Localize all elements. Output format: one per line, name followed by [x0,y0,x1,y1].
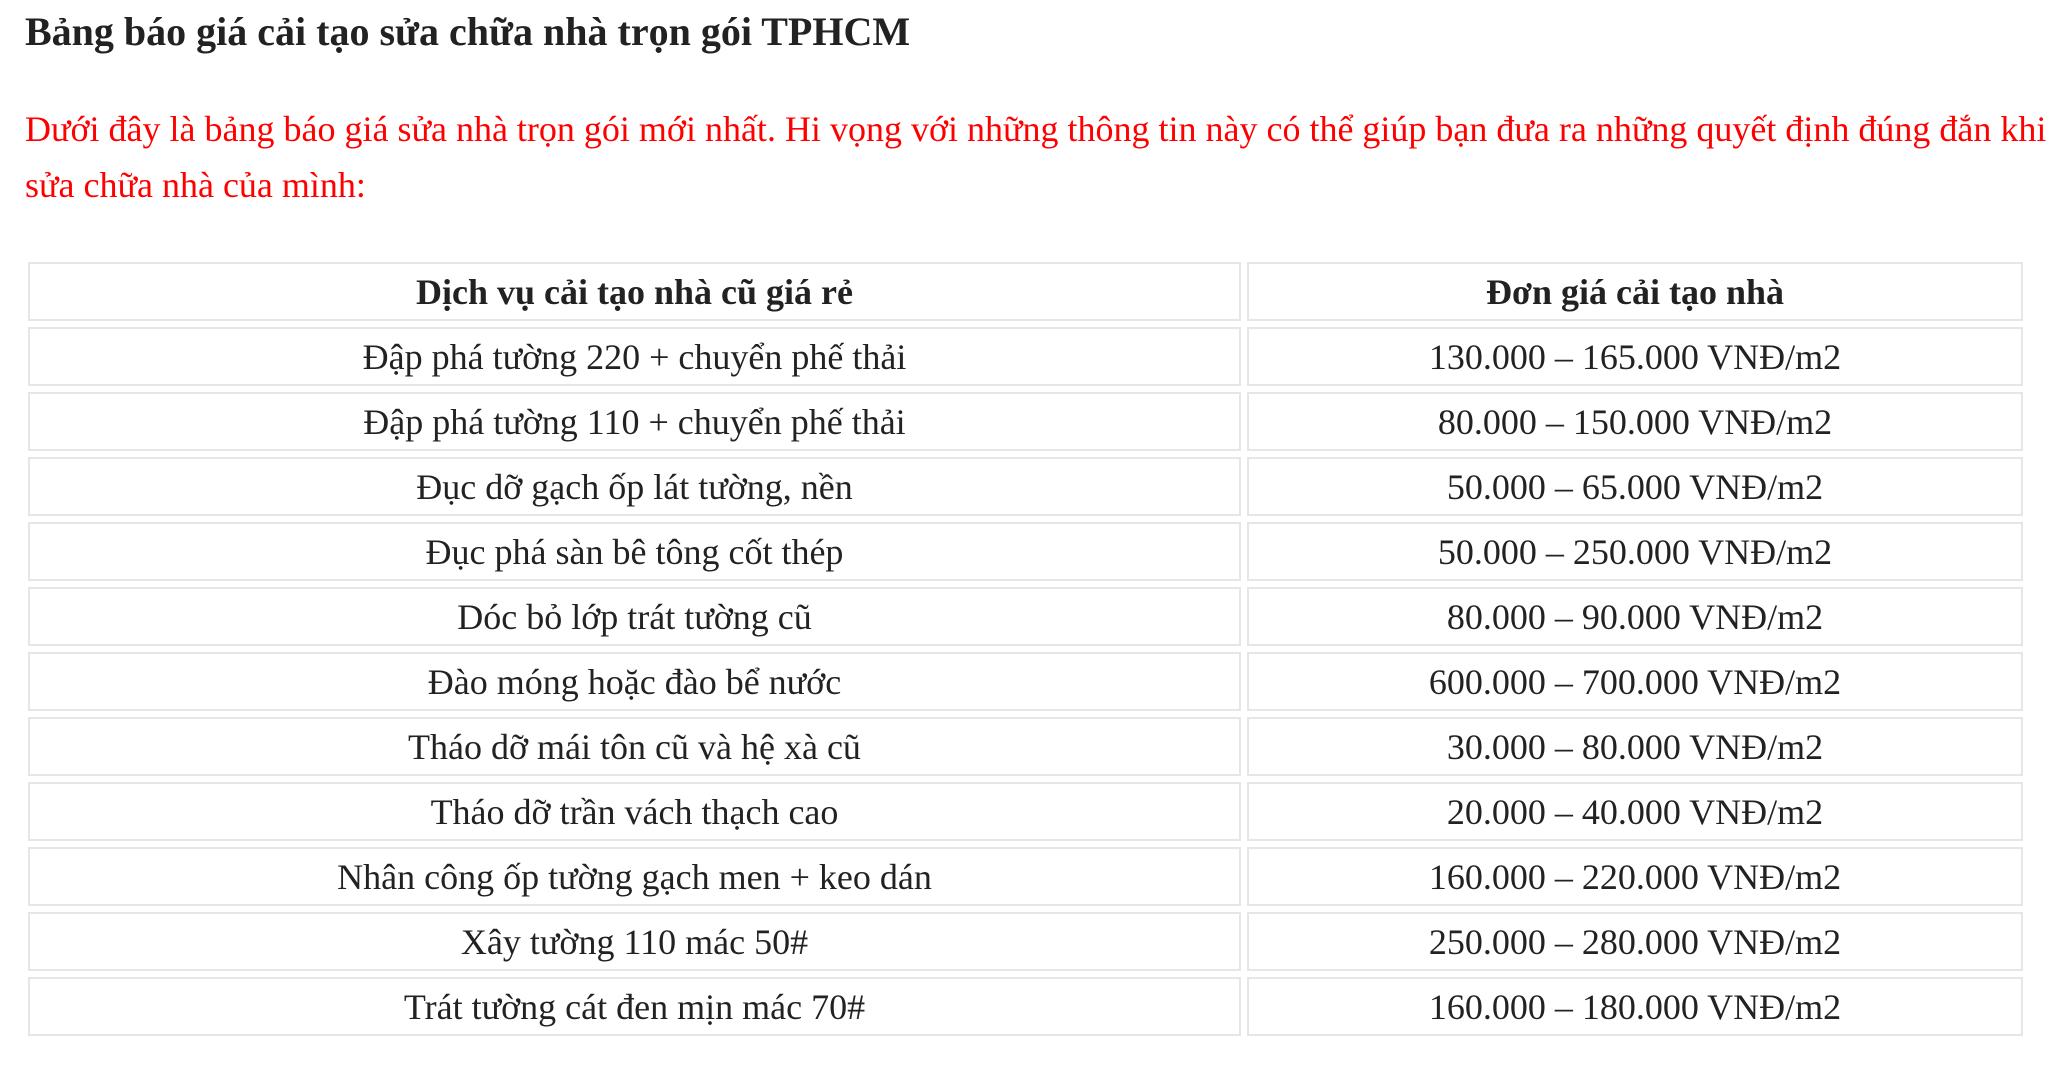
service-cell: Dóc bỏ lớp trát tường cũ [28,587,1241,646]
price-cell: 160.000 – 180.000 VNĐ/m2 [1247,977,2023,1036]
table-row [28,652,2023,711]
table-row [28,392,2023,451]
intro-paragraph: Dưới đây là bảng báo giá sửa nhà trọn gói mới nhất. Hi vọng với những thông tin này có thể giúp bạn đưa ra những quyết định đúng đắn khi sửa chữa nhà của mình: [25,109,2047,205]
table-header-row [28,262,2023,321]
header-service: Dịch vụ cải tạo nhà cũ giá rẻ [28,262,1241,321]
price-cell: 600.000 – 700.000 VNĐ/m2 [1247,652,2023,711]
price-cell: 130.000 – 165.000 VNĐ/m2 [1247,327,2023,386]
table-row [28,327,2023,386]
table-row [28,457,2023,516]
service-cell: Nhân công ốp tường gạch men + keo dán [28,847,1241,906]
table-row [28,977,2023,1036]
service-cell: Đục dỡ gạch ốp lát tường, nền [28,457,1241,516]
price-cell: 50.000 – 65.000 VNĐ/m2 [1247,457,2023,516]
price-table [22,256,2029,1042]
service-cell: Tháo dỡ trần vách thạch cao [28,782,1241,841]
service-cell: Tháo dỡ mái tôn cũ và hệ xà cũ [28,717,1241,776]
price-cell: 30.000 – 80.000 VNĐ/m2 [1247,717,2023,776]
service-cell: Trát tường cát đen mịn mác 70# [28,977,1241,1036]
service-cell: Đục phá sàn bê tông cốt thép [28,522,1241,581]
table-row [28,717,2023,776]
price-cell: 160.000 – 220.000 VNĐ/m2 [1247,847,2023,906]
table-row [28,847,2023,906]
table-row [28,912,2023,971]
header-price: Đơn giá cải tạo nhà [1247,262,2023,321]
table-row [28,782,2023,841]
table-row [28,587,2023,646]
price-cell: 50.000 – 250.000 VNĐ/m2 [1247,522,2023,581]
page-title: Bảng báo giá cải tạo sửa chữa nhà trọn gói TPHCM [25,9,911,54]
service-cell: Đào móng hoặc đào bể nước [28,652,1241,711]
table-row [28,522,2023,581]
service-cell: Xây tường 110 mác 50# [28,912,1241,971]
price-cell: 80.000 – 150.000 VNĐ/m2 [1247,392,2023,451]
price-cell: 20.000 – 40.000 VNĐ/m2 [1247,782,2023,841]
price-cell: 80.000 – 90.000 VNĐ/m2 [1247,587,2023,646]
service-cell: Đập phá tường 110 + chuyển phế thải [28,392,1241,451]
service-cell: Đập phá tường 220 + chuyển phế thải [28,327,1241,386]
price-cell: 250.000 – 280.000 VNĐ/m2 [1247,912,2023,971]
